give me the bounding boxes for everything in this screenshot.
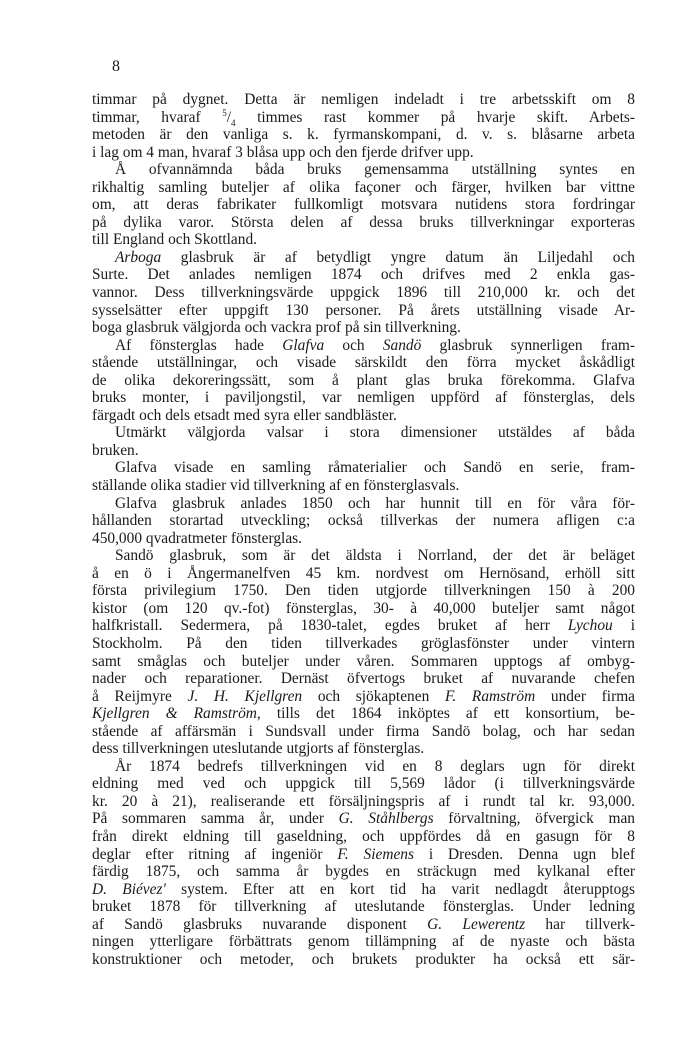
text-line: dess tillverkningen uteslutande utgjorts af fönsterglas.	[92, 740, 425, 758]
italic-name: Kjellgren & Ramström	[92, 705, 257, 723]
text-line: ställande olika stadier vid tillverkning af en fönsterglasvals.	[92, 477, 460, 495]
text-line: 450,000 qvadratmeter fönsterglas.	[92, 529, 302, 547]
italic-name: D. Biévez'	[92, 880, 166, 898]
text-line: bruket 1878 för tillverkning af uteslutande fönsterglas. Under ledning	[92, 898, 635, 916]
text-line: På sommaren samma år, under G. Ståhlbergs förvaltning, öfvergick man	[92, 810, 636, 828]
text-line: färgadt och dels etsadt med syra eller sandbläster.	[92, 406, 397, 424]
text-line: i lag om 4 man, hvaraf 3 blåsa upp och den fjerde drifver upp.	[92, 143, 474, 161]
text-line: D. Biévez' system. Efter att en kort tid ha varit nedlagdt återupptogs	[92, 880, 635, 898]
text-line: stående af affärsmän i Sundsvall under firma Sandö bolag, och har sedan	[92, 722, 635, 740]
text-line: Surte. Det anlades nemligen 1874 och drifves med 2 enkla gas-	[92, 266, 635, 284]
text-line: boga glasbruk välgjorda och vackra prof på sin tillverkning.	[92, 319, 461, 337]
text-line: vannor. Dess tillverkningsvärde uppgick 1896 till 210,000 kr. och det	[92, 284, 635, 302]
text-line: hållanden storartad utveckling; också tillverkas der numera afligen c:a	[92, 512, 635, 530]
text-line: kistor (om 120 qv.-fot) fönsterglas, 30- à 40,000 buteljer samt något	[92, 599, 635, 617]
italic-name: Glafva	[282, 336, 325, 354]
italic-name: Arboga	[115, 248, 162, 266]
text-line: Å ofvannämnda båda bruks gemensamma utställning syntes en	[115, 161, 635, 179]
text-line: deglar efter ritning af ingeniör F. Siemens i Dresden. Denna ugn blef	[92, 845, 635, 863]
text-line: Glafva visade en samling råmaterialier och Sandö en serie, fram-	[115, 459, 635, 477]
text-line: metoden är den vanliga s. k. fyrmanskompani, d. v. s. blåsarne arbeta	[92, 126, 635, 144]
text-line: timmar på dygnet. Detta är nemligen indeladt i tre arbetsskift om 8	[92, 91, 635, 108]
text-line: till England och Skottland.	[92, 231, 258, 249]
text-line: stående utställningar, och visade särskildt den förra mycket åskådligt	[92, 354, 635, 372]
text-line: timmar, hvaraf $^5/_4$ timmes rast kommer på hvarje skift. Arbets-	[92, 107, 635, 128]
text-line: halfkristall. Sedermera, på 1830-talet, egdes bruket af herr Lychou i	[92, 617, 635, 635]
page-number: 8	[112, 58, 120, 75]
italic-name: Lychou	[567, 617, 613, 635]
text-line: Af fönsterglas hade Glafva och Sandö glasbruk synnerligen fram-	[115, 336, 635, 354]
text-line: År 1874 bedrefs tillverkningen vid en 8 deglars ugn för direkt	[115, 757, 635, 775]
fraction: $^5/_4$	[222, 107, 236, 128]
text-line: Utmärkt välgjorda valsar i stora dimensioner utstäldes af båda	[115, 424, 635, 442]
text-line: första privilegium 1750. Den tiden utgjorde tillverkningen 150 à 200	[92, 582, 635, 600]
italic-name: F. Ramström	[444, 687, 536, 705]
text-line: å en ö i Ångermanelfven 45 km. nordvest om Hernösand, erhöll sitt	[92, 564, 635, 582]
text-line: sysselsätter efter uppgift 130 personer. På årets utställning visade Ar-	[92, 301, 635, 319]
italic-name: G. Ståhlbergs	[338, 810, 434, 828]
text-line: Kjellgren & Ramström, tills det 1864 inköptes af ett konsortium, be-	[92, 705, 635, 723]
italic-name: G. Lewerentz	[427, 915, 526, 933]
text-line: å Reijmyre J. H. Kjellgren och sjökaptenen F. Ramström under firma	[92, 687, 635, 705]
text-line: Stockholm. På den tiden tillverkades gröglasfönster under vintern	[92, 634, 635, 652]
text-line: Arboga glasbruk är af betydligt yngre datum än Liljedahl och	[115, 248, 635, 266]
text-line: om, att deras fabrikater fullkomligt motsvara nutidens stora fordringar	[92, 196, 635, 214]
text-line: Glafva glasbruk anlades 1850 och har hunnit till en för våra för-	[115, 494, 635, 512]
text-line: af Sandö glasbruks nuvarande disponent G. Lewerentz har tillverk-	[92, 915, 635, 933]
text-line: ningen ytterligare förbättrats genom tillämpning af de nyaste och bästa	[92, 933, 635, 951]
text-line: eldning med ved och uppgick till 5,569 lådor (i tillverkningsvärde	[92, 775, 635, 793]
text-line: bruken.	[92, 441, 139, 459]
text-line: konstruktioner och metoder, och brukets produkter ha också ett sär-	[92, 950, 635, 968]
italic-name: Sandö	[382, 336, 422, 354]
text-line: Sandö glasbruk, som är det äldsta i Norrland, der det är beläget	[115, 547, 635, 565]
body-text	[92, 91, 635, 968]
text-line: rikhaltig samling buteljer af olika façoner och färger, hvilken bar vittne	[92, 178, 635, 196]
text-line: samt småglas och buteljer under våren. Sommaren upptogs af ombyg-	[92, 652, 635, 670]
italic-name: J. H. Kjellgren	[187, 687, 303, 705]
text-line: på dylika varor. Största delen af dessa bruks tillverkningar exporteras	[92, 213, 635, 231]
text-line: kr. 20 à 21), realiserande ett försäljningspris af i rundt tal kr. 93,000.	[92, 792, 635, 810]
text-line: från direkt eldning till gaseldning, och uppfördes då en gasugn för 8	[92, 827, 635, 845]
text-line: nader och reparationer. Dernäst öfvertogs bruket af nuvarande chefen	[92, 670, 635, 688]
text-line: färdig 1875, och samma år bygdes en sträckugn med kylkanal efter	[92, 863, 635, 881]
text-line: de olika dekoreringssätt, som å plant glas bruka förekomma. Glafva	[92, 371, 635, 389]
italic-name: F. Siemens	[337, 845, 414, 863]
text-line: bruks monter, i paviljongstil, var nemligen uppförd af fönsterglas, dels	[92, 389, 635, 407]
